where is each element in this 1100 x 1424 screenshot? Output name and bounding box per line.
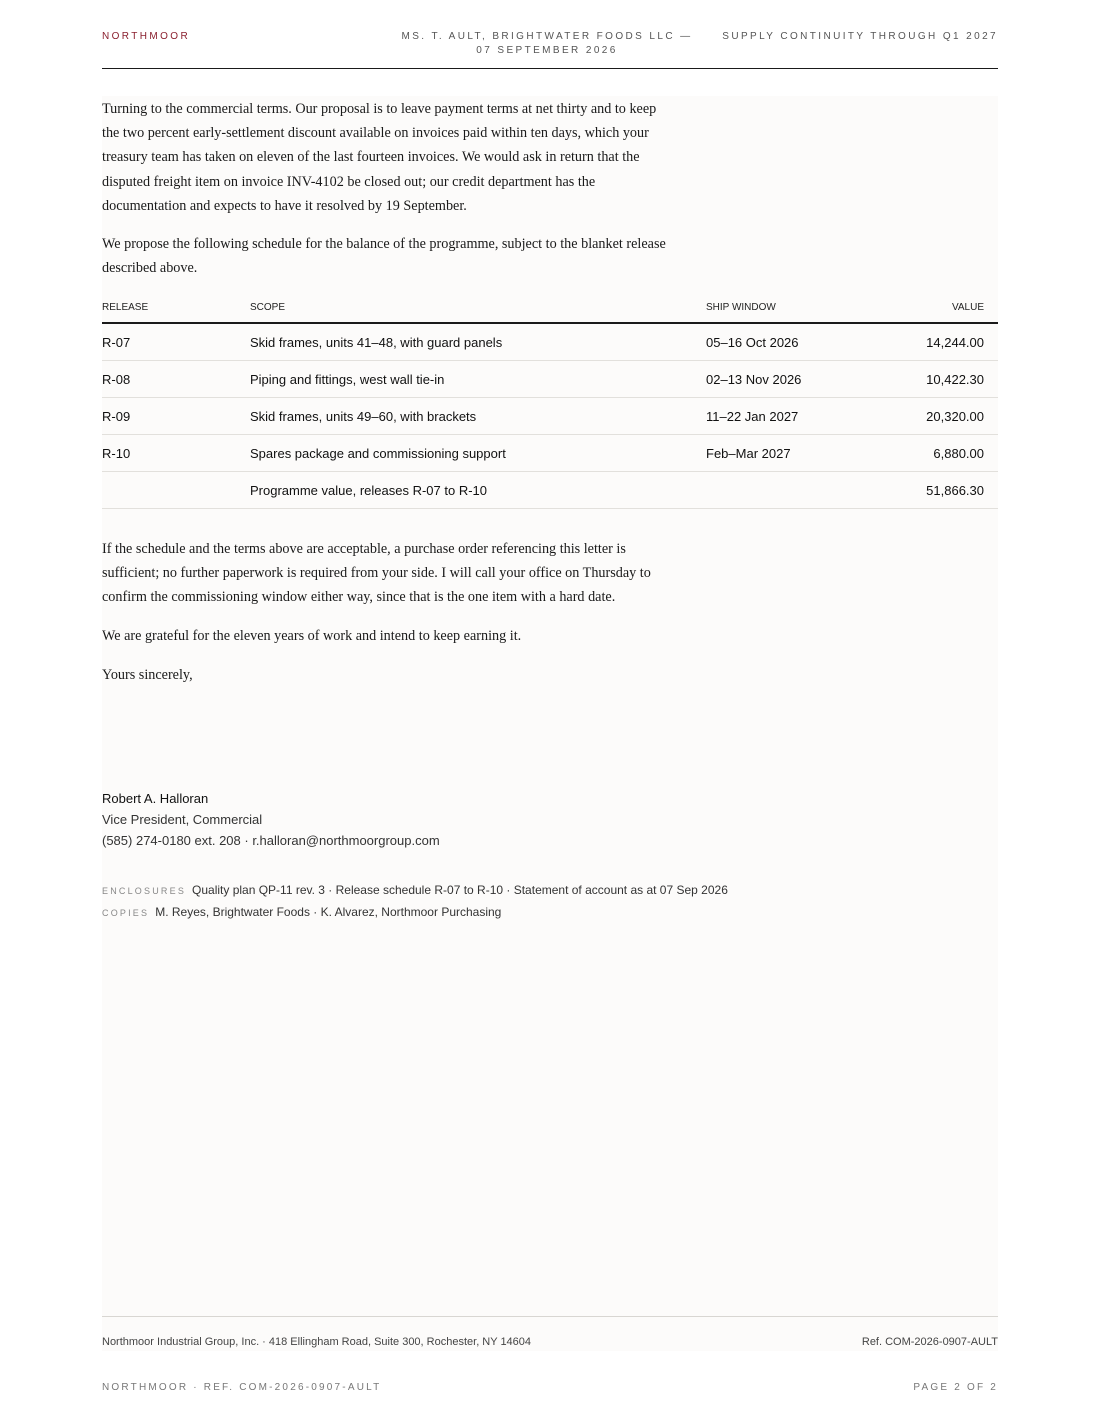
total-label: Programme value, releases R-07 to R-10 — [250, 472, 706, 509]
table-row — [102, 361, 998, 398]
value-cell: 14,244.00 — [876, 323, 998, 361]
column-header-scope: SCOPE — [250, 292, 706, 323]
total-value: 51,866.30 — [876, 472, 998, 509]
table-row — [102, 435, 998, 472]
column-header-value: VALUE — [876, 292, 998, 323]
letter-header — [102, 30, 998, 69]
paragraph-acceptance: If the schedule and the terms above are acceptable, a purchase order referencing this letter is sufficient; no further paperwork is required from your side. I will call your office on Thursday to confirm the commissioning window either way, since that is the one item with a hard date. — [102, 541, 651, 606]
signatory-contact: (585) 274-0180 ext. 208 · r.halloran@northmoorgroup.com — [102, 833, 440, 848]
paragraph-schedule-intro: We propose the following schedule for the balance of the programme, subject to the blanket release described above. — [102, 236, 666, 277]
scope-cell: Skid frames, units 49–60, with brackets — [250, 398, 706, 435]
copies-line — [102, 902, 728, 924]
release-schedule-table — [102, 292, 998, 509]
ship-window-cell: 02–13 Nov 2026 — [706, 361, 876, 398]
release-cell: R-09 — [102, 398, 250, 435]
company-address: Northmoor Industrial Group, Inc. · 418 Ellingham Road, Suite 300, Rochester, NY 14604 — [102, 1336, 532, 1348]
enclosures-text: Quality plan QP-11 rev. 3 · Release schedule R-07 to R-10 · Statement of account as at 07 Sep 2026 — [192, 883, 728, 897]
letter-body-background — [102, 96, 998, 1351]
scope-cell: Skid frames, units 41–48, with guard panels — [250, 323, 706, 361]
reference-number: Ref. COM-2026-0907-AULT — [861, 1336, 998, 1348]
ship-window-cell: 05–16 Oct 2026 — [706, 323, 876, 361]
paragraph-commercial-terms: Turning to the commercial terms. Our proposal is to leave payment terms at net thirty and to keep the two percent early-settlement discount available on invoices paid within ten days, which your treasury team has taken on eleven of the last fourteen invoices. We would ask in return that the disputed freight item on invoice INV-4102 be closed out; our credit department has the documentation and expects to have it resolved by 19 September. — [102, 101, 657, 214]
copies-text: M. Reyes, Brightwater Foods · K. Alvarez, Northmoor Purchasing — [155, 905, 502, 919]
runner-reference: NORTHMOOR · REF. COM-2026-0907-AULT — [102, 1382, 382, 1393]
table-total-row — [102, 472, 998, 509]
letter-footer — [102, 1316, 998, 1348]
release-cell: R-08 — [102, 361, 250, 398]
ship-window-cell: Feb–Mar 2027 — [706, 435, 876, 472]
enclosures-label: ENCLOSURES — [102, 886, 187, 896]
signatory-title: Vice President, Commercial — [102, 812, 263, 827]
scope-cell: Spares package and commissioning support — [250, 435, 706, 472]
table-row — [102, 398, 998, 435]
closing-salutation: Yours sincerely, — [102, 667, 193, 683]
paragraph-gratitude: We are grateful for the eleven years of work and intend to keep earning it. — [102, 628, 522, 644]
value-cell: 20,320.00 — [876, 398, 998, 435]
signatory-name: Robert A. Halloran — [102, 791, 209, 806]
scope-cell: Piping and fittings, west wall tie-in — [250, 361, 706, 398]
page-number: PAGE 2 OF 2 — [913, 1382, 998, 1393]
value-cell: 10,422.30 — [876, 361, 998, 398]
column-header-release: RELEASE — [102, 292, 250, 323]
signature-block — [102, 788, 440, 851]
enclosures-line — [102, 880, 728, 902]
column-header-ship-window: SHIP WINDOW — [706, 292, 876, 323]
release-cell: R-07 — [102, 323, 250, 361]
table-row — [102, 323, 998, 361]
table-header-row — [102, 292, 998, 323]
copies-label: COPIES — [102, 908, 150, 918]
header-subject: SUPPLY CONTINUITY THROUGH Q1 2027 — [722, 31, 998, 42]
value-cell: 6,880.00 — [876, 435, 998, 472]
release-cell: R-10 — [102, 435, 250, 472]
enclosures-copies-block — [102, 880, 728, 924]
header-addressee-date: MS. T. AULT, BRIGHTWATER FOODS LLC — 07 SEPTEMBER 2026 — [401, 31, 693, 56]
ship-window-cell: 11–22 Jan 2027 — [706, 398, 876, 435]
brand-wordmark: NORTHMOOR — [102, 31, 191, 42]
